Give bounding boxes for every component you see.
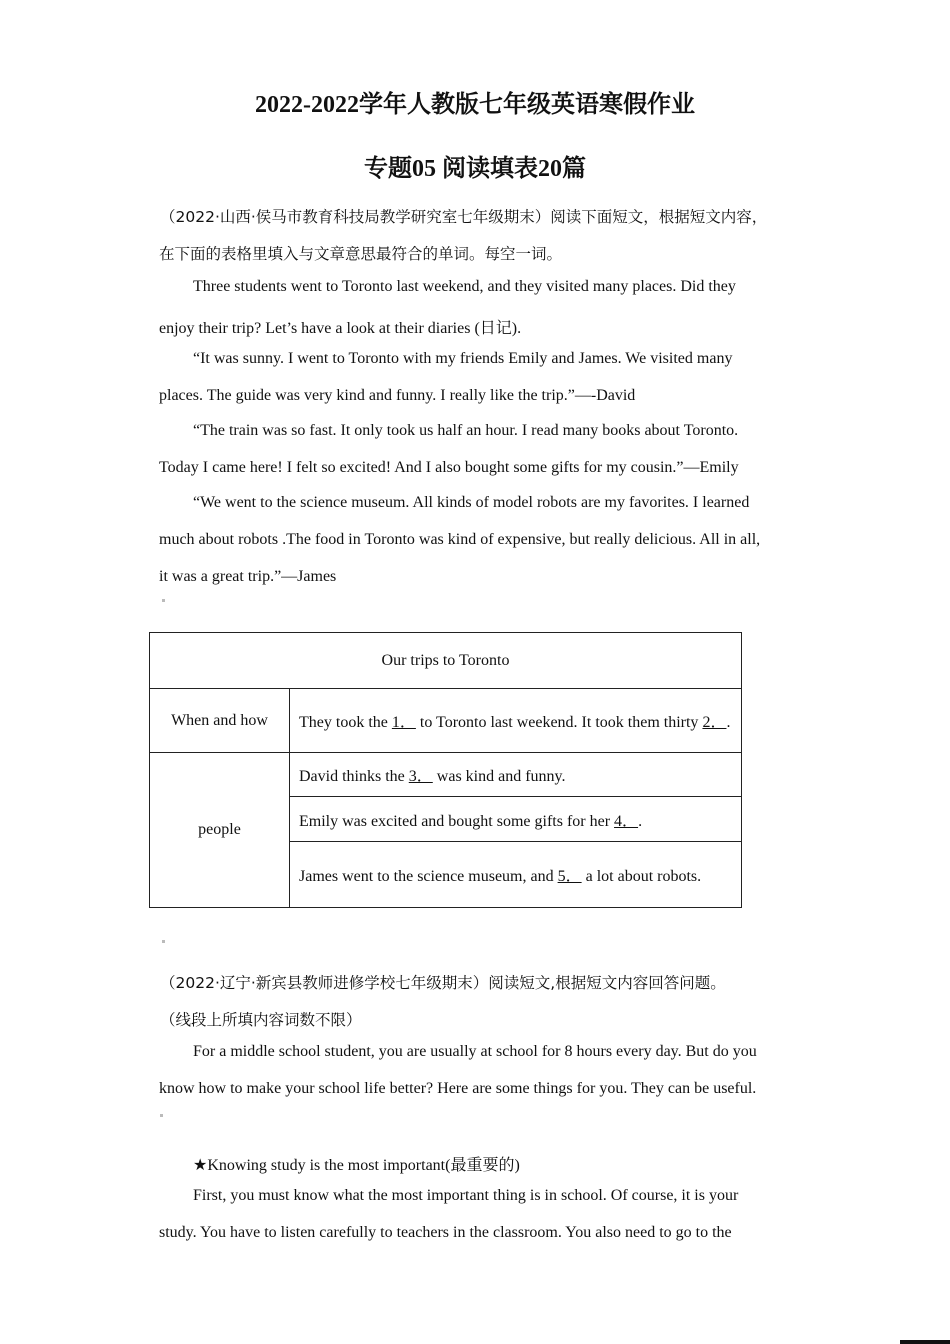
paragraph-mark [162,940,165,943]
passage2-body-line: study. You have to listen carefully to teachers in the classroom. You also need to go to the [159,1224,732,1241]
passage2-heading: ★Knowing study is the most important(最重要的) [193,1157,520,1174]
passage1-line: it was a great trip.”—James [159,568,337,585]
passage1-source-line2: 在下面的表格里填入与文章意思最符合的单词。每空一词。 [159,245,563,263]
passage1-line: enjoy their trip? Let’s have a look at their diaries (日记). [159,320,522,337]
passage2-source-line1: （2022·辽宁·新宾县教师进修学校七年级期末）阅读短文,根据短文内容回答问题。 [160,974,726,992]
passage1-line: much about robots .The food in Toronto was kind of expensive, but really delicious. All in all, [159,531,761,548]
passage1-line: Three students went to Toronto last weekend, and they visited many places. Did they [193,278,736,295]
trip-table [149,632,742,908]
passage1-line: Today I came here! I felt so excited! And I also bought some gifts for my cousin.”—Emily [159,459,739,476]
table-cell-david: David thinks the 3． was kind and funny. [290,753,742,797]
passage1-line: “It was sunny. I went to Toronto with my friends Emily and James. We visited many [193,350,733,367]
table-cell-james: James went to the science museum, and 5． a lot about robots. [290,842,742,908]
blank-1[interactable]: 1． [391,714,416,731]
document-title: 2022-2022学年人教版七年级英语寒假作业 [255,92,695,118]
paragraph-mark [162,599,165,602]
passage1-line: “We went to the science museum. All kinds of model robots are my favorites. I learned [193,494,750,511]
passage2-source-line2: （线段上所填内容词数不限） [160,1011,362,1029]
passage1-line: places. The guide was very kind and funny. I really like the trip.”—-David [159,387,636,404]
blank-2[interactable]: 2． [702,714,727,731]
passage1-source-line1: （2022·山西·侯马市教育科技局教学研究室七年级期末）阅读下面短文，根据短文内容， [160,208,768,226]
passage1-line: “The train was so fast. It only took us half an hour. I read many books about Toronto. [193,422,739,439]
page-corner-mark [900,1340,950,1344]
passage2-line: For a middle school student, you are usually at school for 8 hours every day. But do you [193,1043,757,1060]
blank-5[interactable]: 5． [557,868,582,885]
paragraph-mark [160,1114,163,1117]
document-subtitle: 专题05 阅读填表20篇 [364,156,586,182]
table-cell-when-and-how: They took the 1． to Toronto last weekend. It took them thirty 2．. [290,689,742,753]
row-label-when-and-how: When and how [150,689,290,753]
blank-3[interactable]: 3． [408,768,433,785]
table-cell-emily: Emily was excited and bought some gifts for her 4．. [290,797,742,842]
passage2-body-line: First, you must know what the most important thing is in school. Of course, it is your [193,1187,739,1204]
row-label-people: people [150,753,290,908]
table-header: Our trips to Toronto [150,633,742,689]
blank-4[interactable]: 4． [614,812,639,830]
passage2-line: know how to make your school life better? Here are some things for you. They can be useful. [159,1080,757,1097]
